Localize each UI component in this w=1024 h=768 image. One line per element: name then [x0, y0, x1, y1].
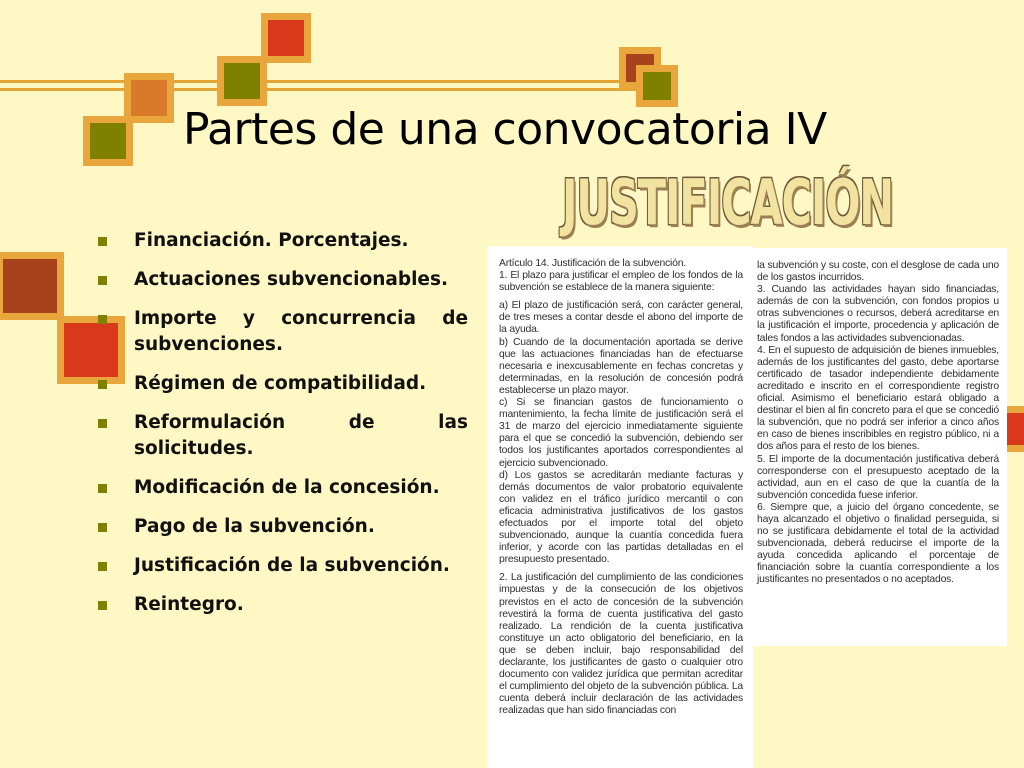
slide-title: Partes de una convocatoria IV: [183, 104, 827, 155]
bullet-marker-icon: [98, 276, 107, 285]
bullet-text: Modificación de la concesión.: [134, 477, 440, 498]
doc-paragraph: 3. Cuando las actividades hayan sido financiadas, además de con la subvención, con fondos propios u otras subvenciones o recursos, deberá acreditarse en la justificación el importe, procedencia y aplicación de tales fondos a las actividades subvencionadas.: [757, 284, 999, 344]
doc-paragraph: b) Cuando de la documentación aportada se derive que las actuaciones financiadas han de efectuarse necesaria e inexcusablemente en fechas concretas y determinadas, en la resolución de concesión podrá establecerse un plazo mayor.: [499, 336, 743, 396]
bullet-marker-icon: [98, 484, 107, 493]
deco-square-brick-side: [0, 252, 64, 320]
bullet-marker-icon: [98, 419, 107, 428]
bullet-item: [96, 553, 468, 579]
bullet-marker-icon: [98, 601, 107, 610]
bullet-text: Pago de la subvención.: [134, 516, 375, 537]
deco-square-olive-top: [217, 56, 267, 106]
bullet-list: [96, 228, 468, 631]
deco-square-olive-left: [83, 116, 133, 166]
doc-paragraph: 4. En el supuesto de adquisición de bienes inmuebles, además de los justificantes del gasto, debe aportarse certificado de tasador independiente debidamente acreditado e inscrito en el correspondiente registro oficial. Asimismo el beneficiario estará obligado a destinar el bien al fin concreto para el que se concedió la subvención, que no podrá ser inferior a cinco años en caso de bienes inscribibles en registro público, ni a dos años para el resto de los bienes.: [757, 344, 999, 453]
bullet-text: Régimen de compatibilidad.: [134, 373, 427, 394]
bullet-marker-icon: [98, 523, 107, 532]
justificacion-stamp: JUSTIFICACIÓN: [562, 166, 894, 239]
doc-paragraph: 2. La justificación del cumplimiento de las condiciones impuestas y de la consecución de los objetivos previstos en el acto de concesión de la subvención revestirá la forma de cuenta justificativa del gasto realizado. La rendición de la cuenta justificativa constituye un acto obligatorio del beneficiario, en la que se deben incluir, bajo responsabilidad del declarante, los justificantes de gasto o cualquier otro documento con validez jurídica que permitan acreditar el cumplimiento del objeto de la subvención pública. La cuenta deberá incluir declaración de las actividades realizadas que han sido financiadas con: [499, 572, 743, 717]
document-excerpt-left: [487, 246, 753, 768]
deco-line-bottom: [0, 88, 668, 91]
bullet-item: [96, 410, 468, 462]
doc-heading: Artículo 14. Justificación de la subvención.: [499, 258, 686, 269]
doc-paragraph: d) Los gastos se acreditarán mediante facturas y demás documentos de valor probatorio equivalente con validez en el tráfico jurídico mercantil o con eficacia administrativa justificativos de los gastos efectuados por el importe total del objeto subvencionado, aunque la cuantía concedida fuera inferior, y acorde con las partidas detalladas en el presupuesto presentado.: [499, 469, 743, 566]
bullet-item: [96, 228, 468, 254]
bullet-item: [96, 592, 468, 618]
deco-line-top: [0, 80, 668, 83]
bullet-text: Reformulación de las solicitudes.: [134, 412, 468, 459]
bullet-marker-icon: [98, 315, 107, 324]
bullet-item: [96, 514, 468, 540]
bullet-item: [96, 267, 468, 293]
doc-paragraph: 6. Siempre que, a juicio del órgano concedente, se haya alcanzado el objetivo o finalidad perseguida, si no se justificara debidamente el total de la actividad subvencionada, deberá reducirse el importe de la ayuda concedida aplicando el porcentaje de financiación sobre la cuantía correspondiente a los justificantes no presentados o no aceptados.: [757, 501, 999, 586]
doc-paragraph: la subvención y su coste, con el desglose de cada uno de los gastos incurridos.: [757, 260, 999, 284]
bullet-item: [96, 371, 468, 397]
deco-square-red-top: [261, 13, 311, 63]
doc-paragraph: 1. El plazo para justificar el empleo de los fondos de la subvención se establece de la manera siguiente:: [499, 270, 743, 294]
bullet-text: Justificación de la subvención.: [134, 555, 450, 576]
bullet-marker-icon: [98, 237, 107, 246]
doc-paragraph: a) El plazo de justificación será, con carácter general, de tres meses a contar desde el abono del importe de la ayuda.: [499, 300, 743, 336]
bullet-text: Actuaciones subvencionables.: [134, 269, 449, 290]
bullet-text: Importe y concurrencia de subvenciones.: [134, 308, 468, 355]
bullet-item: [96, 306, 468, 358]
document-excerpt-right: [753, 248, 1007, 646]
deco-square-olive-right: [636, 65, 678, 107]
bullet-text: Reintegro.: [134, 594, 244, 615]
bullet-marker-icon: [98, 380, 107, 389]
doc-paragraph: 5. El importe de la documentación justificativa deberá corresponderse con el presupuesto aceptado de la actividad, aun en el caso de que la cuantía de la subvención concedida fuese inferior.: [757, 453, 999, 501]
bullet-marker-icon: [98, 562, 107, 571]
bullet-text: Financiación. Porcentajes.: [134, 230, 409, 251]
doc-paragraph: c) Si se financian gastos de funcionamiento o mantenimiento, la fecha límite de justificación será el 31 de marzo del ejercicio inmediatamente siguiente para el que se concedió la subvención, debiendo ser todos los justificantes aportados correspondientes al ejercicio subvencionado.: [499, 397, 743, 469]
bullet-item: [96, 475, 468, 501]
